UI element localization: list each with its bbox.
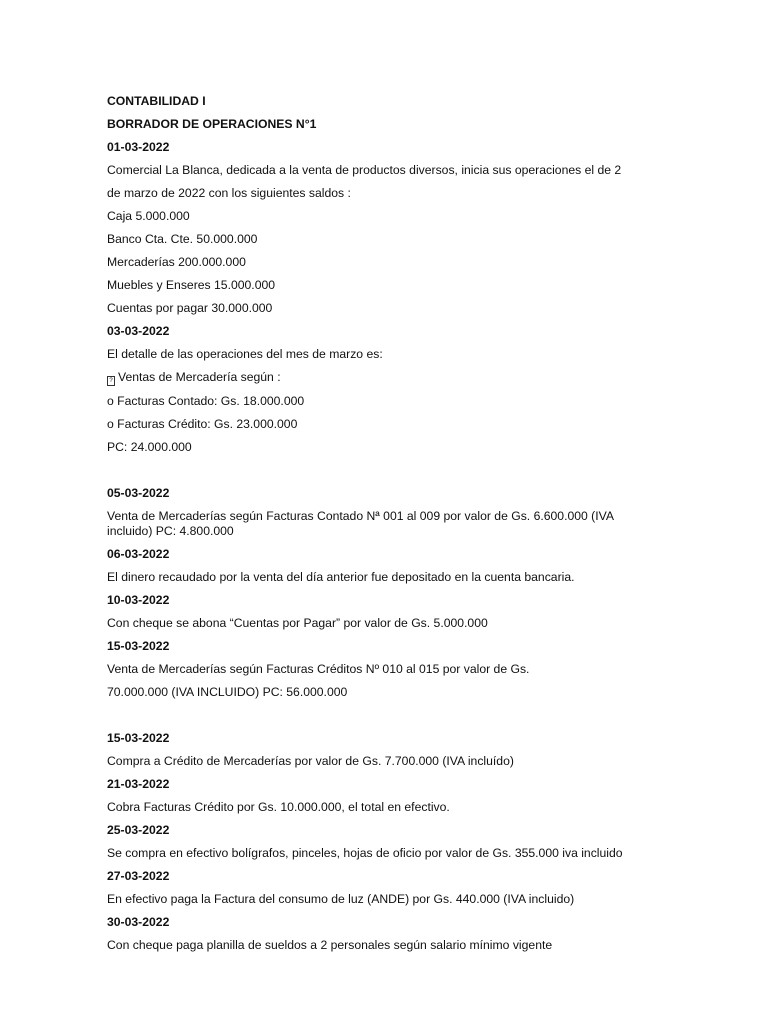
detail-item: o Facturas Crédito: Gs. 23.000.000 bbox=[107, 417, 298, 431]
operation-date: 15-03-2022 bbox=[107, 639, 170, 653]
balance-item: Caja 5.000.000 bbox=[107, 209, 190, 223]
operation-text: Venta de Mercaderías según Facturas Créditos Nº 010 al 015 por valor de Gs. bbox=[107, 662, 530, 676]
operation-text: Cobra Facturas Crédito por Gs. 10.000.000, el total en efectivo. bbox=[107, 800, 450, 814]
detail-date: 03-03-2022 bbox=[107, 324, 170, 338]
operation-date: 10-03-2022 bbox=[107, 593, 170, 607]
opening-intro-line-2: de marzo de 2022 con los siguientes saldos : bbox=[107, 186, 351, 200]
operation-text: Compra a Crédito de Mercaderías por valor de Gs. 7.700.000 (IVA incluído) bbox=[107, 754, 514, 768]
detail-item: o Facturas Contado: Gs. 18.000.000 bbox=[107, 394, 305, 408]
operation-text: Con cheque se abona “Cuentas por Pagar” por valor de Gs. 5.000.000 bbox=[107, 616, 488, 630]
operation-text: Venta de Mercaderías según Facturas Contado Nª 001 al 009 por valor de Gs. 6.600.000 (IVA incluido) PC: 4.800.000 bbox=[107, 509, 614, 538]
section-gap bbox=[107, 463, 667, 486]
operation-date: 15-03-2022 bbox=[107, 731, 170, 745]
balance-item: Mercaderías 200.000.000 bbox=[107, 255, 246, 269]
document-subtitle: BORRADOR DE OPERACIONES N°1 bbox=[107, 117, 317, 131]
operation-date: 05-03-2022 bbox=[107, 486, 170, 500]
detail-bullet-text: Ventas de Mercadería según : bbox=[118, 370, 281, 384]
detail-item: PC: 24.000.000 bbox=[107, 440, 192, 454]
document-title: CONTABILIDAD I bbox=[107, 94, 206, 108]
operation-date: 21-03-2022 bbox=[107, 777, 170, 791]
document-page bbox=[107, 94, 667, 961]
balance-item: Muebles y Enseres 15.000.000 bbox=[107, 278, 276, 292]
opening-intro-line-1: Comercial La Blanca, dedicada a la venta de productos diversos, inicia sus operaciones el de 2 bbox=[107, 163, 622, 177]
operation-text-continued: 70.000.000 (IVA INCLUIDO) PC: 56.000.000 bbox=[107, 685, 348, 699]
operation-text: Se compra en efectivo bolígrafos, pinceles, hojas de oficio por valor de Gs. 355.000 iva incluido bbox=[107, 846, 623, 860]
operation-text: El dinero recaudado por la venta del día anterior fue depositado en la cuenta bancaria. bbox=[107, 570, 575, 584]
operation-date: 27-03-2022 bbox=[107, 869, 170, 883]
balance-item: Banco Cta. Cte. 50.000.000 bbox=[107, 232, 258, 246]
opening-date: 01-03-2022 bbox=[107, 140, 170, 154]
operation-date: 06-03-2022 bbox=[107, 547, 170, 561]
balance-item: Cuentas por pagar 30.000.000 bbox=[107, 301, 273, 315]
section-gap bbox=[107, 708, 667, 731]
operation-date: 30-03-2022 bbox=[107, 915, 170, 929]
operation-date: 25-03-2022 bbox=[107, 823, 170, 837]
missing-glyph-icon: ? bbox=[107, 376, 115, 386]
operation-text: Con cheque paga planilla de sueldos a 2 personales según salario mínimo vigente bbox=[107, 938, 553, 952]
detail-heading: El detalle de las operaciones del mes de marzo es: bbox=[107, 347, 383, 361]
operation-text: En efectivo paga la Factura del consumo de luz (ANDE) por Gs. 440.000 (IVA incluido) bbox=[107, 892, 575, 906]
detail-bullet bbox=[107, 370, 667, 386]
